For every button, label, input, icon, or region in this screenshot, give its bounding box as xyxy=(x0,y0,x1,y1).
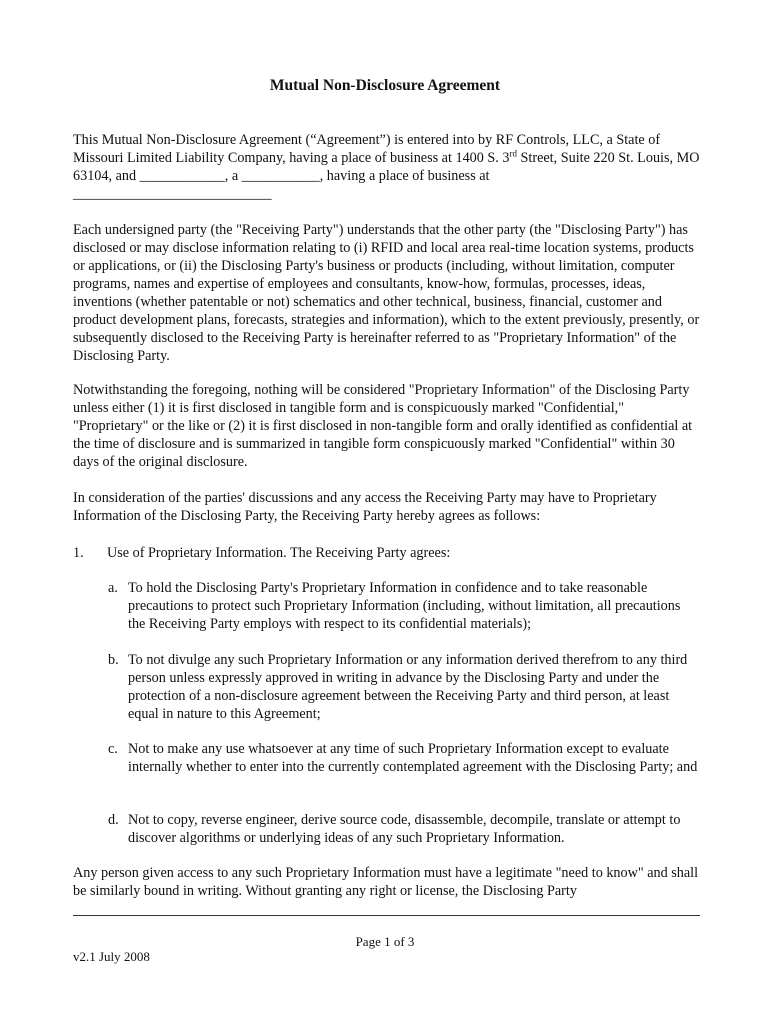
item-c-letter: c. xyxy=(108,741,118,757)
section-1-heading: Use of Proprietary Information. The Receiving Party agrees: xyxy=(107,545,451,561)
item-a-text: To hold the Disclosing Party's Proprietary Information in confidence and to take reasonable precautions to protect such Proprietary Information (including, without limitation, all precautions the Receiving Party employs with respect to its confidential materials); xyxy=(128,580,681,632)
notwithstanding-text: Notwithstanding the foregoing, nothing will be considered "Proprietary Information" of the Disclosing Party unless either (1) it is first disclosed in tangible form and is conspicuously marked "Confidential," "Proprietary" or the like or (2) it is first disclosed in non-tangible form and orally identified as confidential at the time of disclosure and is summarized in tangible form conspicuously marked "Confidential" within 30 days of the original disclosure. xyxy=(73,382,693,470)
consideration-text: In consideration of the parties' discussions and any access the Receiving Party may have to Proprietary Information of the Disclosing Party, the Receiving Party hereby agrees as follows: xyxy=(73,490,657,524)
intro-text-part2: Street, Suite 220 St. Louis, MO 63104, and ____________, a ___________, having a place of business at xyxy=(73,150,700,184)
notwithstanding-paragraph xyxy=(73,381,701,471)
receiving-party-text: Each undersigned party (the "Receiving Party") understands that the other party (the "Disclosing Party") has disclosed or may disclose information relating to (i) RFID and local area real-time location systems, products or applications, or (ii) the Disclosing Party's business or products (including, without limitation, computer programs, names and expertise of employees and consultants, know-how, formulas, processes, ideas, inventions (whether patentable or not) schematics and other technical, business, financial, customer and product development plans, forecasts, strategies and information), which to the extent previously, presently, or subsequently disclosed to the Receiving Party is hereinafter referred to as "Proprietary Information" of the Disclosing Party. xyxy=(73,222,700,364)
item-c-text: Not to make any use whatsoever at any time of such Proprietary Information except to evaluate internally whether to enter into the currently contemplated agreement with the Disclosing Party; and xyxy=(128,741,698,775)
item-d-letter: d. xyxy=(108,812,119,828)
page-number: Page 1 of 3 xyxy=(355,934,415,949)
intro-text-part1: This Mutual Non-Disclosure Agreement (“Agreement”) is entered into by RF Controls, LLC, a State of Missouri Limited Liability Company, having a place of business at 1400 S. 3 xyxy=(73,132,661,166)
receiving-party-paragraph xyxy=(73,221,701,365)
intro-blank-line: ____________________________ xyxy=(73,186,272,202)
any-person-text: Any person given access to any such Proprietary Information must have a legitimate "need to know" and shall be similarly bound in writing. Without granting any right or license, the Disclosing Party xyxy=(73,865,699,899)
any-person-paragraph xyxy=(73,864,701,900)
item-b-letter: b. xyxy=(108,652,119,668)
document-title: Mutual Non-Disclosure Agreement xyxy=(269,77,501,94)
intro-paragraph xyxy=(73,131,701,203)
intro-superscript: rd xyxy=(509,148,517,159)
section-1-number: 1. xyxy=(73,545,84,561)
footer-divider xyxy=(73,915,700,916)
document-version: v2.1 July 2008 xyxy=(73,949,150,964)
consideration-paragraph xyxy=(73,489,701,525)
item-d-text: Not to copy, reverse engineer, derive source code, disassemble, decompile, translate or attempt to discover algorithms or underlying ideas of any such Proprietary Information. xyxy=(128,812,681,846)
item-a-letter: a. xyxy=(108,580,118,596)
item-b-text: To not divulge any such Proprietary Information or any information derived therefrom to any third person unless expressly approved in writing in advance by the Disclosing Party and under the protection of a non-disclosure agreement between the Receiving Party and third person, at least equal in nature to this Agreement; xyxy=(128,652,688,722)
